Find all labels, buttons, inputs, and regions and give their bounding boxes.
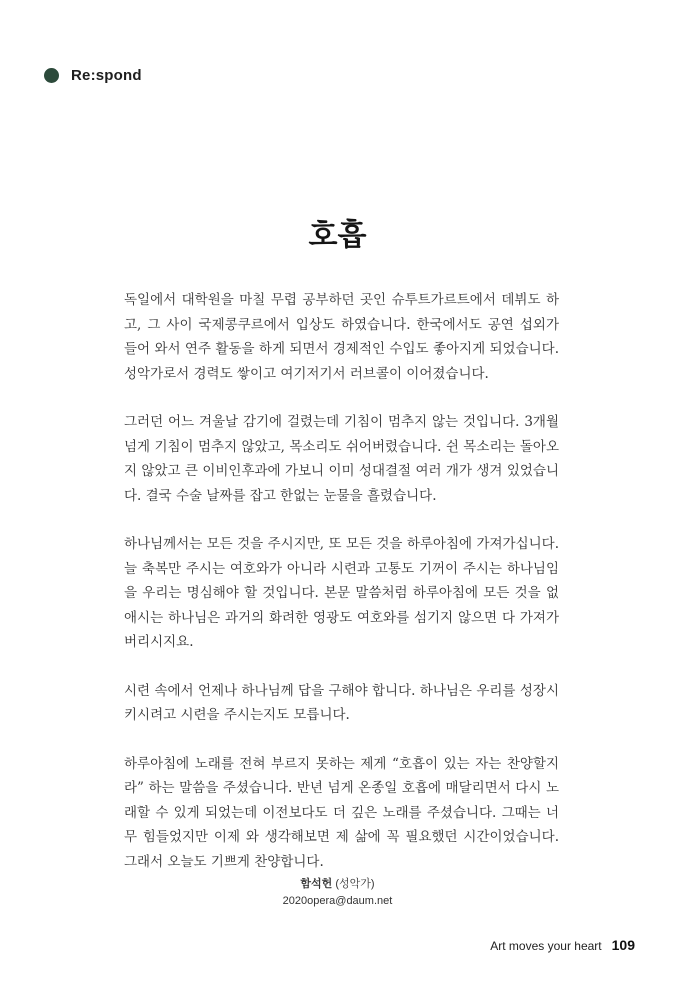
page-footer (490, 937, 635, 953)
paragraph-1: 독일에서 대학원을 마칠 무렵 공부하던 곳인 슈투트가르트에서 데뷔도 하고, 그 사이 국제콩쿠르에서 입상도 하였습니다. 한국에서도 공연 섭외가 들어 와서 연주 활동을 하게 되면서 경제적인 수입도 좋아지게 되었습니다. 성악가로서 경력도 쌓이고 여기저기서 러브콜이 이어졌습니다. (124, 292, 559, 382)
footer-slogan: Art moves your heart (490, 939, 602, 953)
article-title: 호흡 (308, 218, 367, 253)
article-body (124, 288, 559, 898)
paragraph-4: 시련 속에서 언제나 하나님께 답을 구해야 합니다. 하나님은 우리를 성장시키시려고 시련을 주시는지도 모릅니다. (124, 682, 559, 723)
paragraph-5: 하루아침에 노래를 전혀 부르지 못하는 제게 “호흡이 있는 자는 찬양할지라” 하는 말씀을 주셨습니다. 반년 넘게 온종일 호흡에 매달리면서 다시 노래할 수 있게 되었는데 이전보다도 더 깊은 노래를 주셨습니다. 그때는 너무 힘들었지만 이제 와 생각해보면 제 삶에 꼭 필요했던 시간이었습니다. 그래서 오늘도 기쁘게 찬양합니다. (124, 755, 559, 870)
paragraph-2: 그러던 어느 겨울날 감기에 걸렸는데 기침이 멈추지 않는 것입니다. 3개월 넘게 기침이 멈추지 않았고, 목소리도 쉬어버렸습니다. 쉰 목소리는 돌아오지 않았고 큰 이비인후과에 가보니 이미 성대결절 여러 개가 생겨 있었습니다. 결국 수술 날짜를 잡고 한없는 눈물을 흘렸습니다. (124, 414, 559, 504)
author-signature (0, 876, 675, 910)
author-name: 함석헌 (300, 878, 333, 890)
author-email: 2020opera@daum.net (282, 895, 393, 907)
section-label: Re:spond (71, 67, 142, 84)
page-number: 109 (611, 937, 635, 953)
author-role: (성악가) (335, 878, 375, 890)
bullet-dot-icon (44, 68, 59, 83)
paragraph-3: 하나님께서는 모든 것을 주시지만, 또 모든 것을 하루아침에 가져가십니다. 늘 축복만 주시는 여호와가 아니라 시련과 고통도 기꺼이 주시는 하나님임을 우리는 명심해야 할 것입니다. 본문 말씀처럼 하루아침에 모든 것을 없애시는 하나님은 과거의 화려한 영광도 여호와를 섬기지 않으면 다 가져가 버리시지요. (124, 536, 559, 650)
section-tag (44, 67, 142, 84)
